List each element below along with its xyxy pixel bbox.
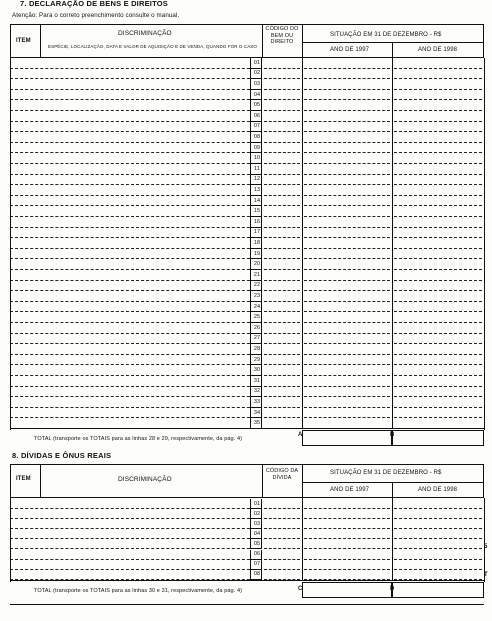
section7-row	[10, 111, 484, 122]
section7-code-cell	[250, 270, 262, 281]
section7-total-1998[interactable]	[392, 430, 484, 446]
section7-row	[10, 90, 484, 101]
section7-code-cell	[250, 334, 262, 345]
section8-right-border	[484, 498, 488, 582]
section7-code-cell	[250, 312, 262, 323]
section7-code-cell	[250, 153, 262, 164]
section8-code-cell	[250, 539, 262, 549]
section7-col-ano1: ANO DE 1997	[330, 47, 370, 53]
section7-code-label: 27	[253, 335, 261, 342]
section7-code-cell	[250, 281, 262, 292]
section8-row	[10, 570, 484, 580]
section8-row	[10, 519, 484, 529]
section7-code-cell	[250, 143, 262, 154]
section7-code-cell	[250, 111, 262, 122]
section7-code-cell	[250, 164, 262, 175]
section7-code-cell	[250, 365, 262, 376]
section7-code-cell	[250, 206, 262, 217]
section7-code-label: 25	[253, 314, 261, 321]
section7-code-label: 28	[253, 345, 261, 352]
section7-code-label: 17	[253, 229, 261, 236]
section7-code-cell	[250, 323, 262, 334]
section7-row	[10, 323, 484, 334]
section8-code-cell	[250, 529, 262, 539]
section7-code-label: 08	[253, 133, 261, 140]
section7-code-cell	[250, 249, 262, 260]
section7-code-cell	[250, 228, 262, 239]
section7-header-box	[10, 24, 484, 58]
section7-row	[10, 387, 484, 398]
section7-row	[10, 397, 484, 408]
section7-col-discriminacao: DISCRIMINAÇÃO	[118, 30, 172, 37]
section8-total-mark-c: C	[298, 586, 303, 592]
section7-row	[10, 164, 484, 175]
section8-code-label: 07	[253, 561, 261, 568]
section7-row	[10, 365, 484, 376]
section7-total-1997[interactable]	[302, 430, 395, 446]
section7-col-divider-values	[392, 58, 393, 428]
section7-code-cell	[250, 344, 262, 355]
section7-code-label: 33	[253, 398, 261, 405]
section8-row	[10, 529, 484, 539]
section8-code-cell	[250, 560, 262, 570]
section7-row	[10, 376, 484, 387]
section7-code-cell	[250, 259, 262, 270]
section7-attention: Atenção: Para o correto preenchimento consulte o manual.	[12, 12, 180, 19]
section7-code-cell	[250, 90, 262, 101]
section7-row	[10, 79, 484, 90]
section7-code-label: 20	[253, 261, 261, 268]
section7-right-border	[484, 58, 485, 430]
section8-code-cell	[250, 550, 262, 560]
section7-total-label: TOTAL (transporte os TOTAIS para as linhas 28 e 29, respectivamente, da pág. 4)	[34, 436, 243, 442]
section7-row	[10, 312, 484, 323]
section8-row	[10, 560, 484, 570]
section7-code-cell	[250, 79, 262, 90]
section7-code-label: 09	[253, 144, 261, 151]
section7-code-cell	[250, 217, 262, 228]
section8-code-label: 02	[253, 510, 261, 517]
section7-code-cell	[250, 69, 262, 80]
section7-code-label: 02	[253, 70, 261, 77]
section7-row	[10, 196, 484, 207]
section8-col-codigo: CÓDIGO DA DÍVIDA	[265, 468, 299, 481]
section7-code-cell	[250, 58, 262, 69]
section7-code-label: 06	[253, 112, 261, 119]
section7-row	[10, 408, 484, 419]
section8-col-divider-values	[392, 498, 393, 580]
section7-code-cell	[250, 100, 262, 111]
section8-title: 8. DÍVIDAS E ÔNUS REAIS	[12, 451, 112, 460]
section8-col-ano2: ANO DE 1998	[418, 487, 458, 493]
section7-col-discriminacao-sub: ESPÉCIE, LOCALIZAÇÃO, DATA E VALOR DE AQUISIÇÃO E DE VENDA, QUANDO FOR O CASO	[48, 44, 257, 49]
section8-code-cell	[250, 570, 262, 580]
margin-mark-t: T	[484, 572, 488, 578]
section7-code-label: 19	[253, 250, 261, 257]
section7-code-label: 14	[253, 197, 261, 204]
section7-code-label: 03	[253, 80, 261, 87]
section8-code-label: 03	[253, 520, 261, 527]
section7-code-cell	[250, 408, 262, 419]
section8-row	[10, 509, 484, 519]
section7-code-label: 16	[253, 218, 261, 225]
section7-row	[10, 291, 484, 302]
section7-row	[10, 143, 484, 154]
section8-total-1998[interactable]	[392, 582, 484, 598]
section8-total-1997[interactable]	[302, 582, 395, 598]
section7-code-label: 01	[253, 59, 261, 66]
section7-code-label: 13	[253, 186, 261, 193]
section8-code-label: 04	[253, 530, 261, 537]
section7-code-label: 30	[253, 367, 261, 374]
section7-row	[10, 58, 484, 69]
section7-code-label: 35	[253, 420, 261, 427]
section8-code-cell	[250, 499, 262, 509]
section7-code-label: 29	[253, 356, 261, 363]
section8-code-label: 05	[253, 540, 261, 547]
section7-code-cell	[250, 291, 262, 302]
section7-code-cell	[250, 302, 262, 313]
section7-col-ano2: ANO DE 1998	[418, 47, 458, 53]
section8-code-cell	[250, 519, 262, 529]
margin-mark-5: 5	[484, 544, 488, 550]
section7-row	[10, 302, 484, 313]
section7-code-label: 15	[253, 208, 261, 215]
section7-col-codigo: CÓDIGO DO BEM OU DIREITO	[265, 26, 299, 45]
section7-code-label: 22	[253, 282, 261, 289]
section8-total-mark-d: D	[390, 586, 395, 592]
section7-code-label: 10	[253, 155, 261, 162]
section7-code-cell	[250, 175, 262, 186]
section8-row	[10, 539, 484, 549]
section7-row	[10, 185, 484, 196]
section7-code-cell	[250, 238, 262, 249]
section8-left-border	[10, 498, 11, 582]
section7-code-label: 24	[253, 303, 261, 310]
section7-code-label: 26	[253, 324, 261, 331]
section7-code-cell	[250, 185, 262, 196]
section7-code-cell	[250, 376, 262, 387]
section7-total-mark-a: A	[298, 432, 303, 438]
section8-total-label: TOTAL (transporte os TOTAIS para as linhas 30 e 31, respectivamente, da pág. 4)	[34, 588, 243, 594]
section8-code-cell	[250, 509, 262, 519]
section7-row	[10, 334, 484, 345]
section7-col-divider-codigo	[302, 58, 303, 428]
section7-code-cell	[250, 397, 262, 408]
section7-code-label: 04	[253, 91, 261, 98]
section7-row	[10, 344, 484, 355]
section8-col-divider-codigo	[302, 498, 303, 580]
section7-row	[10, 259, 484, 270]
section7-code-label: 21	[253, 271, 261, 278]
section7-code-label: 11	[254, 165, 260, 172]
section7-code-label: 23	[253, 292, 261, 299]
section7-col-situacao: SITUAÇÃO EM 31 DE DEZEMBRO - R$	[330, 32, 442, 38]
section7-row	[10, 355, 484, 366]
section7-row	[10, 122, 484, 133]
section7-code-cell	[250, 355, 262, 366]
section7-row	[10, 238, 484, 249]
section7-code-label: 05	[253, 102, 261, 109]
section7-row	[10, 100, 484, 111]
section8-col-discriminacao: DISCRIMINAÇÃO	[118, 476, 172, 483]
section7-row	[10, 249, 484, 260]
section7-row	[10, 132, 484, 143]
section7-title: 7. DECLARAÇÃO DE BENS E DIREITOS	[20, 0, 168, 8]
section7-row	[10, 153, 484, 164]
section7-code-cell	[250, 387, 262, 398]
section7-code-label: 18	[253, 239, 261, 246]
section7-code-label: 34	[253, 409, 261, 416]
section7-total-mark-b: B	[390, 432, 395, 438]
section8-row	[10, 550, 484, 560]
section8-code-label: 01	[253, 500, 261, 507]
section7-code-cell	[250, 132, 262, 143]
section7-code-cell	[250, 122, 262, 133]
section7-code-label: 31	[253, 377, 261, 384]
section7-code-cell	[250, 196, 262, 207]
section7-row	[10, 206, 484, 217]
section8-row	[10, 499, 484, 509]
section8-code-label: 08	[253, 571, 261, 578]
section7-code-label: 07	[253, 123, 261, 130]
section8-col-item: ITEM	[16, 476, 31, 482]
section7-row	[10, 228, 484, 239]
section7-row	[10, 175, 484, 186]
section7-row	[10, 270, 484, 281]
section7-code-label: 32	[253, 388, 261, 395]
section8-col-situacao: SITUAÇÃO EM 31 DE DEZEMBRO - R$	[330, 470, 442, 476]
section7-col-item: ITEM	[16, 38, 31, 44]
section7-row	[10, 281, 484, 292]
section8-code-label: 06	[253, 551, 261, 558]
section8-col-ano1: ANO DE 1997	[330, 487, 370, 493]
section7-row	[10, 69, 484, 80]
section7-code-label: 12	[253, 176, 261, 183]
section7-row	[10, 217, 484, 228]
section7-left-border	[10, 58, 11, 430]
